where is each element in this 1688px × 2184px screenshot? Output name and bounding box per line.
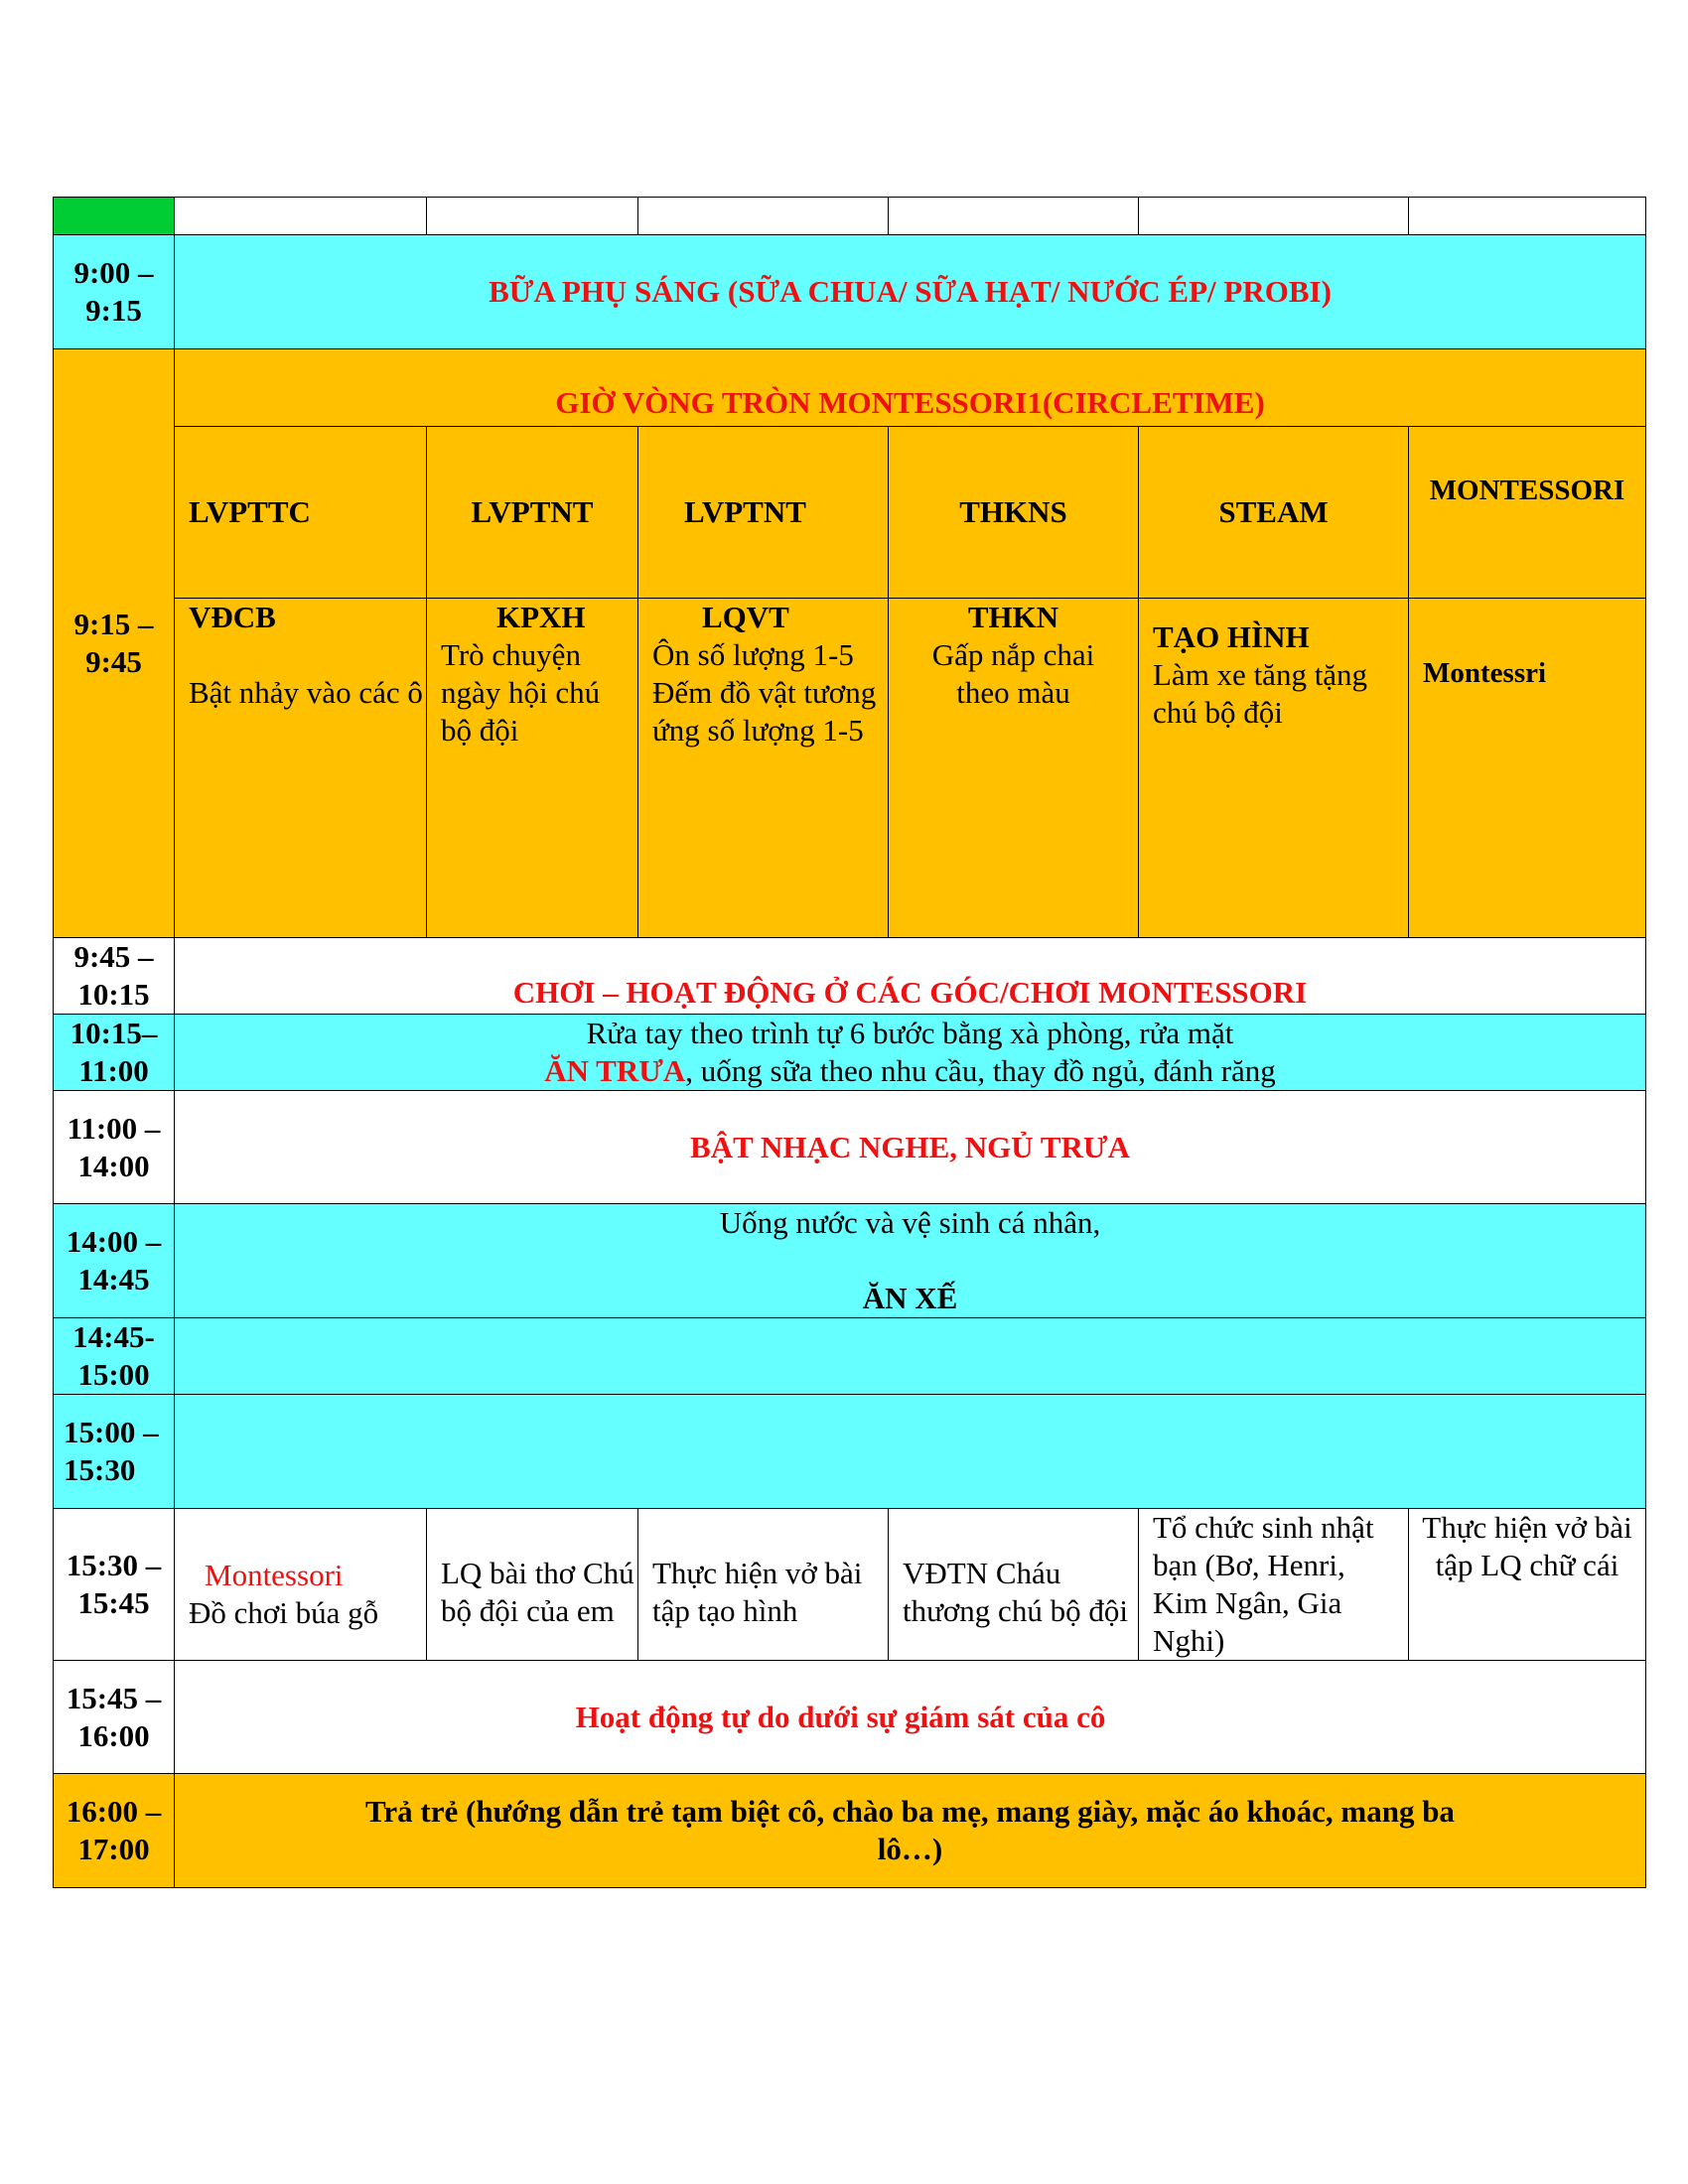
time-cell: 14:45- 15:00 (54, 1318, 175, 1395)
activity-title: KPXH (496, 600, 586, 634)
time-cell: 15:00 – 15:30 (54, 1395, 175, 1509)
header-cell (427, 198, 638, 235)
time-cell: 9:15 – 9:45 (54, 349, 175, 938)
free-play-row (54, 1661, 1646, 1774)
pickup-row (54, 1774, 1646, 1888)
activity-body: Gấp nắp chai theo màu (931, 637, 1095, 710)
lunch-cell (175, 1015, 1646, 1091)
afternoon-cell-body: Thực hiện vở bài tập tạo hình (652, 1556, 863, 1628)
lunch-highlight: ĂN TRƯA (544, 1053, 686, 1088)
pickup-banner: Trả trẻ (hướng dẫn trẻ tạm biệt cô, chào ba mẹ, mang giày, mặc áo khoác, mang ba lô…) (175, 1774, 1646, 1888)
time-cell: 10:15– 11:00 (54, 1015, 175, 1091)
nap-row (54, 1091, 1646, 1204)
header-cell (638, 198, 889, 235)
activity-title: VĐCB (189, 600, 276, 634)
lunch-line2 (175, 1052, 1645, 1090)
afternoon-cell (889, 1509, 1139, 1661)
circle-title-row (54, 349, 1646, 427)
subject-cell: LVPTNT (427, 427, 638, 599)
afternoon-cell (175, 1509, 427, 1661)
activity-body: Bật nhảy vào các ô (189, 675, 423, 710)
time-cell: 15:45 – 16:00 (54, 1661, 175, 1774)
afternoon-cell (1139, 1509, 1409, 1661)
activity-title: TẠO HÌNH (1153, 619, 1310, 654)
snack-cell (175, 1204, 1646, 1318)
activity-cell (1409, 599, 1646, 938)
activity-cell (175, 599, 427, 938)
afternoon-cell (638, 1509, 889, 1661)
slot-row (54, 1318, 1646, 1395)
subject-cell: MONTESSORI (1409, 427, 1646, 599)
activity-title: LQVT (702, 600, 789, 634)
circle-title: GIỜ VÒNG TRÒN MONTESSORI1(CIRCLETIME) (175, 349, 1646, 427)
afternoon-cell-body: VĐTN Cháu thương chú bộ đội (903, 1556, 1128, 1628)
afternoon-cell-label: Montessori (205, 1558, 344, 1592)
activity-cell (889, 599, 1139, 938)
header-marker-cell (54, 198, 175, 235)
afternoon-cell (427, 1509, 638, 1661)
activity-cell (427, 599, 638, 938)
activity-body: Làm xe tăng tặng chú bộ đội (1153, 657, 1368, 730)
time-cell: 14:00 – 14:45 (54, 1204, 175, 1318)
afternoon-cell-body: Tổ chức sinh nhật bạn (Bơ, Henri, Kim Ngân, Gia Nghi) (1153, 1510, 1374, 1658)
play-banner: CHƠI – HOẠT ĐỘNG Ở CÁC GÓC/CHƠI MONTESSORI (175, 938, 1646, 1015)
time-cell: 9:45 – 10:15 (54, 938, 175, 1015)
activity-body: Ôn số lượng 1-5 Đếm đồ vật tương ứng số lượng 1-5 (652, 637, 877, 748)
play-row (54, 938, 1646, 1015)
activity-cell (1139, 599, 1409, 938)
slot-row (54, 1395, 1646, 1509)
circle-activities-row (54, 599, 1646, 938)
empty-cell (175, 1395, 1646, 1509)
snack-line1: Uống nước và vệ sinh cá nhân, (719, 1205, 1101, 1240)
afternoon-cell-body: LQ bài thơ Chú bộ đội của em (441, 1556, 634, 1628)
activity-title: Montessri (1423, 657, 1547, 689)
nap-banner: BẬT NHẠC NGHE, NGỦ TRƯA (175, 1091, 1646, 1204)
activity-body: Trò chuyện ngày hội chú bộ đội (441, 637, 601, 748)
header-cell (889, 198, 1139, 235)
daily-schedule-table (53, 197, 1646, 1888)
lunch-rest: , uống sữa theo nhu cầu, thay đồ ngủ, đánh răng (685, 1053, 1276, 1088)
header-cell (1409, 198, 1646, 235)
header-row (54, 198, 1646, 235)
snack-row (54, 1204, 1646, 1318)
subject-cell: THKNS (889, 427, 1139, 599)
afternoon-row (54, 1509, 1646, 1661)
time-cell: 16:00 – 17:00 (54, 1774, 175, 1888)
subject-cell: LVPTTC (175, 427, 427, 599)
time-cell: 11:00 – 14:00 (54, 1091, 175, 1204)
afternoon-cell (1409, 1509, 1646, 1661)
activity-cell (638, 599, 889, 938)
breakfast-row (54, 235, 1646, 349)
lunch-line1: Rửa tay theo trình tự 6 bước bằng xà phòng, rửa mặt (586, 1016, 1234, 1050)
header-cell (1139, 198, 1409, 235)
lunch-row (54, 1015, 1646, 1091)
circle-subjects-row (54, 427, 1646, 599)
subject-cell: STEAM (1139, 427, 1409, 599)
header-cell (175, 198, 427, 235)
breakfast-banner: BỮA PHỤ SÁNG (SỮA CHUA/ SỮA HẠT/ NƯỚC ÉP/ PROBI) (175, 235, 1646, 349)
empty-cell (175, 1318, 1646, 1395)
time-cell: 15:30 – 15:45 (54, 1509, 175, 1661)
activity-title: THKN (967, 600, 1059, 634)
afternoon-cell-body: Thực hiện vở bài tập LQ chữ cái (1422, 1510, 1632, 1582)
free-play-banner: Hoạt động tự do dưới sự giám sát của cô (175, 1661, 1646, 1774)
afternoon-cell-body: Đồ chơi búa gỗ (189, 1595, 379, 1630)
time-cell: 9:00 – 9:15 (54, 235, 175, 349)
subject-cell: LVPTNT (638, 427, 889, 599)
snack-line2: ĂN XẾ (862, 1281, 958, 1315)
